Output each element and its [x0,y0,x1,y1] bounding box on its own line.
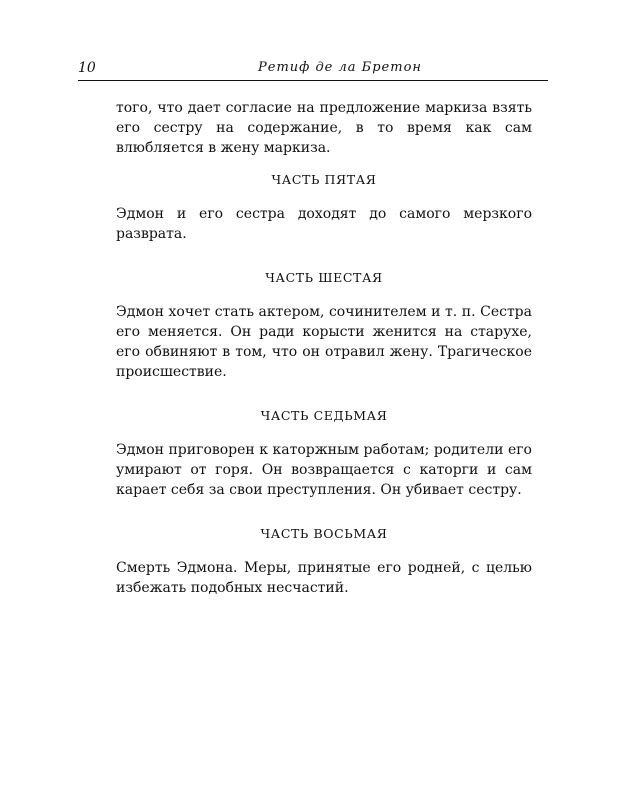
intro-paragraph: того, что дает согласие на предложение маркиза взять его сестру на содержание, в то время как сам влюбляется в жену маркиза. [116,100,532,156]
spacer [116,500,532,510]
page-body [116,98,532,598]
section-heading-part-six: ЧАСТЬ ШЕСТАЯ [265,270,383,285]
running-title: Ретиф де ла Бретон [258,60,422,75]
section-paragraph-part-five: Эдмон и его сестра доходят до самого мерзкого разврата. [116,206,532,242]
section-paragraph-part-six: Эдмон хочет стать актером, сочинителем и т. п. Сестра его меняется. Он ради корысти женится на старухе, его обвиняют в том, что он отравил жену. Трагическое происшествие. [116,304,532,380]
section-heading-part-seven: ЧАСТЬ СЕДЬМАЯ [260,408,388,423]
spacer [116,244,532,254]
section-heading-part-eight: ЧАСТЬ ВОСЬМАЯ [260,526,388,541]
spacer [116,382,532,392]
section-heading-part-five: ЧАСТЬ ПЯТАЯ [271,172,377,187]
section-paragraph-part-eight: Смерть Эдмона. Меры, принятые его родней, с целью избежать подобных несчастий. [116,560,532,596]
section-paragraph-part-seven: Эдмон приговорен к каторжным работам; родители его умирают от горя. Он возвращается с каторги и сам карает себя за свои преступления. Он убивает сестру. [116,442,532,498]
page-number: 10 [78,60,96,76]
running-header [78,60,548,81]
